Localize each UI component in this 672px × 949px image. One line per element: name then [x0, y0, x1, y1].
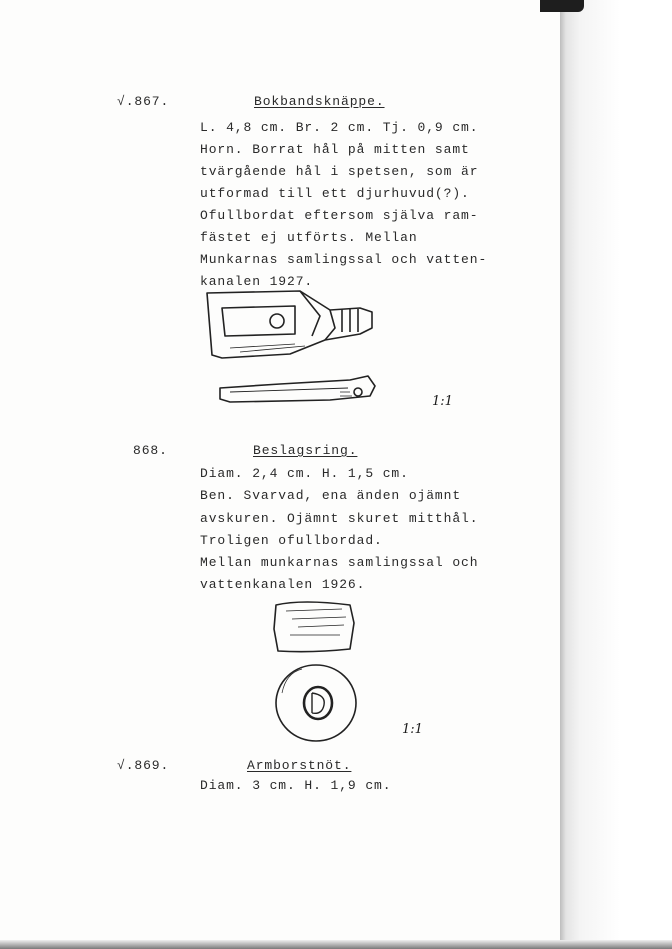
entry-line: Ben. Svarvad, ena änden ojämnt: [200, 488, 462, 503]
entry-line: Munkarnas samlingssal och vatten-: [200, 252, 488, 267]
entry-line: L. 4,8 cm. Br. 2 cm. Tj. 0,9 cm.: [200, 120, 479, 135]
entry-number: 868.: [133, 443, 168, 458]
entry-line: avskuren. Ojämnt skuret mitthål.: [200, 511, 479, 526]
entry-line: Diam. 3 cm. H. 1,9 cm.: [200, 778, 392, 793]
ring-sketch: [262, 593, 372, 748]
entry-title: Beslagsring.: [253, 443, 358, 458]
entry-line: Diam. 2,4 cm. H. 1,5 cm.: [200, 466, 409, 481]
entry-line: Troligen ofullbordad.: [200, 533, 383, 548]
clasp-sketch: [200, 288, 400, 418]
entry-line: fästet ej utförts. Mellan: [200, 230, 418, 245]
entry-number: √.869.: [117, 758, 170, 773]
entry-line: kanalen 1927.: [200, 274, 314, 289]
entry-line: vattenkanalen 1926.: [200, 577, 366, 592]
entry-title: Armborstnöt.: [247, 758, 352, 773]
scan-corner: [540, 0, 584, 12]
scale-label: 1:1: [432, 394, 453, 409]
entry-number: √.867.: [117, 94, 170, 109]
entry-line: Mellan munkarnas samlingssal och: [200, 555, 479, 570]
entry-line: tvärgående hål i spetsen, som är: [200, 164, 479, 179]
page-edge-shadow: [560, 0, 672, 949]
entry-line: utformad till ett djurhuvud(?).: [200, 186, 470, 201]
scale-label: 1:1: [402, 722, 423, 737]
entry-line: Ofullbordat eftersom själva ram-: [200, 208, 479, 223]
entry-line: Horn. Borrat hål på mitten samt: [200, 142, 470, 157]
page-bottom-edge: [0, 940, 672, 949]
entry-title: Bokbandsknäppe.: [254, 94, 385, 109]
